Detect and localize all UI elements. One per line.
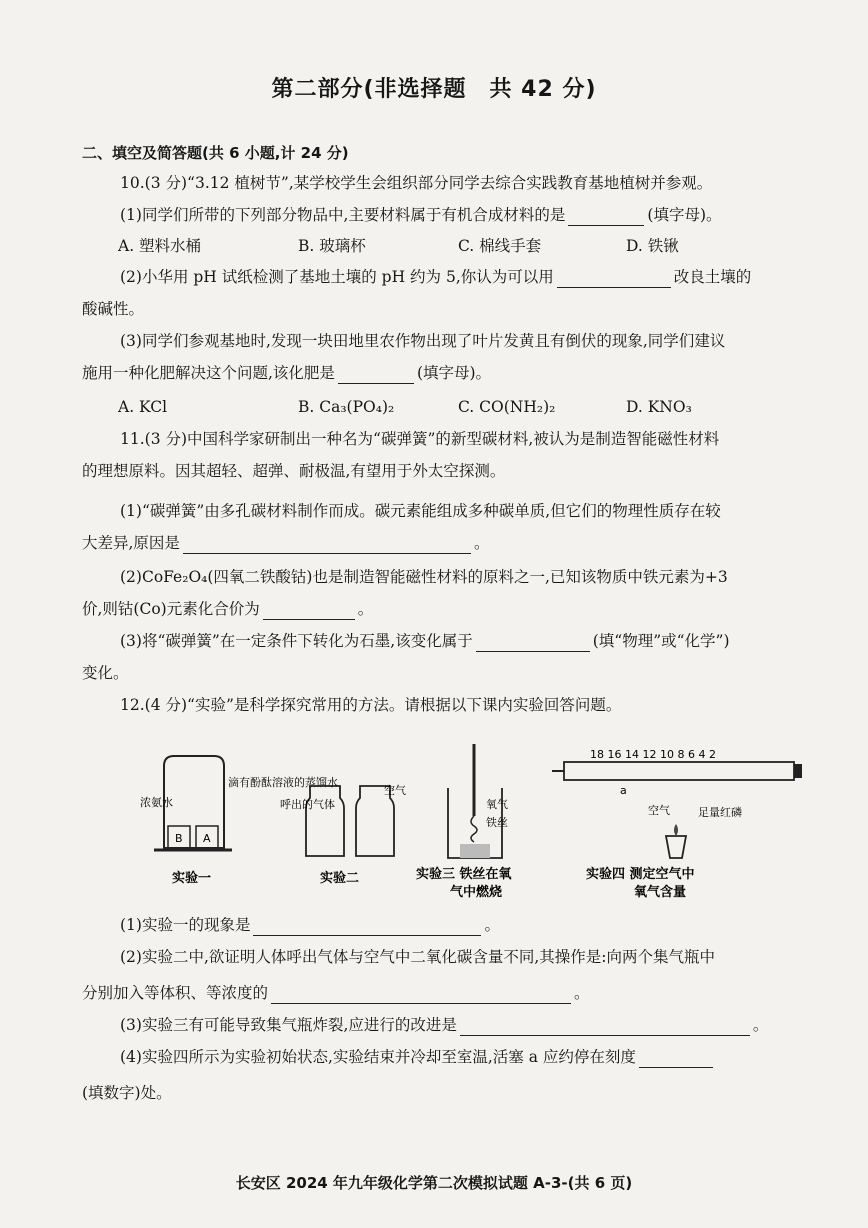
exp3-caption-line2: 气中燃烧 <box>450 885 503 900</box>
q12-part3-tail: 。 <box>752 1016 769 1034</box>
q12-part3-text: (3)实验三有可能导致集气瓶炸裂,应进行的改进是 <box>120 1016 457 1034</box>
q11-part2-tail: 。 <box>357 600 374 618</box>
q10-stem: 10.(3 分)“3.12 植树节”,某学校学生会组织部分同学去综合实践教育基地植树并参观。 <box>120 174 713 192</box>
q10-part3-line2 <box>82 362 812 384</box>
glass-tube <box>564 762 794 780</box>
exp3-caption-line1: 实验三 铁丝在氧 <box>416 867 512 882</box>
q10-part2-line1 <box>120 266 810 288</box>
q11-part1-tail: 。 <box>473 534 490 552</box>
answer-blank[interactable] <box>639 1049 713 1068</box>
option-b: B. Ca₃(PO₄)₂ <box>298 398 395 416</box>
answer-blank[interactable] <box>476 633 590 652</box>
page-footer: 长安区 2024 年九年级化学第二次模拟试题 A-3-(共 6 页) <box>235 1174 633 1192</box>
q10-part3-tail: (填字母)。 <box>416 364 492 382</box>
exp4-scale: 18 16 14 12 10 8 6 4 2 <box>590 748 716 761</box>
q10-part1 <box>120 204 810 226</box>
beaker-a-label: A <box>203 832 211 845</box>
lamp-flame <box>674 824 678 836</box>
option-c: C. 棉线手套 <box>458 237 542 255</box>
q10-part3-text: 施用一种化肥解决这个问题,该化肥是 <box>82 364 335 382</box>
experiment-3 <box>416 744 513 900</box>
q12-part2-line1: (2)实验二中,欲证明人体呼出气体与空气中二氧化碳含量不同,其操作是:向两个集气瓶中 <box>120 948 716 966</box>
exp3-wire-label: 铁丝 <box>486 816 508 829</box>
q10-part1-tail: (填字母)。 <box>647 206 722 224</box>
q12-part2-line2 <box>82 982 812 1004</box>
answer-blank[interactable] <box>557 269 671 288</box>
bell-jar-top <box>164 756 224 766</box>
answer-blank[interactable] <box>183 535 471 554</box>
q12-part4-text: (4)实验四所示为实验初始状态,实验结束并冷却至室温,活塞 a 应约停在刻度 <box>120 1048 636 1066</box>
experiment-2 <box>280 783 406 886</box>
beaker-b-label: B <box>175 832 183 845</box>
q11-part3-text: (3)将“碳弹簧”在一定条件下转化为石墨,该变化属于 <box>120 632 473 650</box>
q11-part1-text: 大差异,原因是 <box>82 534 180 552</box>
part-title: 第二部分(非选择题 共 42 分) <box>271 77 597 102</box>
alcohol-lamp <box>666 836 686 858</box>
q11-part1-line2 <box>82 532 812 554</box>
q11-part2-line2 <box>82 598 812 620</box>
q11-part2-line1: (2)CoFe₂O₄(四氧二铁酸钴)也是制造智能磁性材料的原料之一,已知该物质中铁元素为+3 <box>120 568 728 586</box>
section-heading: 二、填空及简答题(共 6 小题,计 24 分) <box>82 144 349 162</box>
q11-stem-line2: 的理想原料。因其超轻、超弹、耐极温,有望用于外太空探测。 <box>82 462 506 480</box>
exp1-caption: 实验一 <box>172 871 212 886</box>
option-a: A. 塑料水桶 <box>118 237 202 255</box>
option-d: D. 铁锹 <box>626 237 679 255</box>
q12-part4-line1 <box>120 1046 810 1068</box>
exp2-left-label: 呼出的气体 <box>280 798 335 811</box>
q10-part1-text: (1)同学们所带的下列部分物品中,主要材料属于有机合成材料的是 <box>120 206 566 224</box>
q12-part2-tail: 。 <box>574 984 590 1002</box>
q12-stem: 12.(4 分)“实验”是科学探究常用的方法。请根据以下课内实验回答问题。 <box>120 696 622 714</box>
water-layer <box>460 844 490 858</box>
exp3-oxygen-label: 氧气 <box>486 798 508 811</box>
exp4-air-label: 空气 <box>648 804 670 817</box>
exp1-left-label: 浓氨水 <box>140 796 173 809</box>
exp4-piston-label: a <box>620 784 627 797</box>
q10-part2-tail: 改良土壤的 <box>673 268 752 286</box>
q12-part1-tail: 。 <box>484 916 500 934</box>
exp4-phosphorus-label: 足量红磷 <box>698 806 742 819</box>
option-a: A. KCl <box>118 398 168 416</box>
q12-part1 <box>120 914 810 936</box>
q12-part1-text: (1)实验一的现象是 <box>120 916 251 934</box>
q11-part2-text: 价,则钴(Co)元素化合价为 <box>82 600 260 618</box>
q11-part3-line2: 变化。 <box>82 664 129 682</box>
exp1-right-label: 滴有酚酞溶液的蒸馏水 <box>228 776 338 789</box>
bell-jar <box>164 766 224 848</box>
q11-part1-line1: (1)“碳弹簧”由多孔碳材料制作而成。碳元素能组成多种碳单质,但它们的物理性质存在较 <box>120 502 721 520</box>
experiment-1 <box>140 756 338 886</box>
answer-blank[interactable] <box>460 1017 750 1036</box>
exp4-caption-line1: 实验四 测定空气中 <box>586 867 695 882</box>
exp4-caption-line2: 氧气含量 <box>634 885 687 900</box>
q12-part3 <box>120 1014 810 1036</box>
q10-part2-line2: 酸碱性。 <box>82 300 145 318</box>
experiments-figure <box>120 736 820 904</box>
q12-part4-line2: (填数字)处。 <box>82 1084 172 1102</box>
gas-bottle-left <box>306 786 344 856</box>
q12-part2-text: 分别加入等体积、等浓度的 <box>82 984 269 1002</box>
q10-part2-text: (2)小华用 pH 试纸检测了基地土壤的 pH 约为 5,你认为可以用 <box>120 268 554 286</box>
q11-part3-tail: (填“物理”或“化学”) <box>592 632 730 650</box>
answer-blank[interactable] <box>271 985 571 1004</box>
q11-part3-line1 <box>120 630 810 652</box>
answer-blank[interactable] <box>338 365 414 384</box>
tube-plug <box>794 764 802 778</box>
q11-stem-line1: 11.(3 分)中国科学家研制出一种名为“碳弹簧”的新型碳材料,被认为是制造智能磁性材料 <box>120 430 720 448</box>
answer-blank[interactable] <box>253 917 481 936</box>
exp2-right-label: 空气 <box>384 784 406 797</box>
q10-part3-line1: (3)同学们参观基地时,发现一块田地里农作物出现了叶片发黄且有倒伏的现象,同学们建议 <box>120 332 726 350</box>
answer-blank[interactable] <box>263 601 355 620</box>
exp2-caption: 实验二 <box>320 871 360 886</box>
iron-wire <box>471 816 477 842</box>
answer-blank[interactable] <box>568 207 644 226</box>
option-d: D. KNO₃ <box>626 398 692 416</box>
experiment-4 <box>552 748 802 900</box>
option-c: C. CO(NH₂)₂ <box>458 398 556 416</box>
option-b: B. 玻璃杯 <box>298 237 366 255</box>
